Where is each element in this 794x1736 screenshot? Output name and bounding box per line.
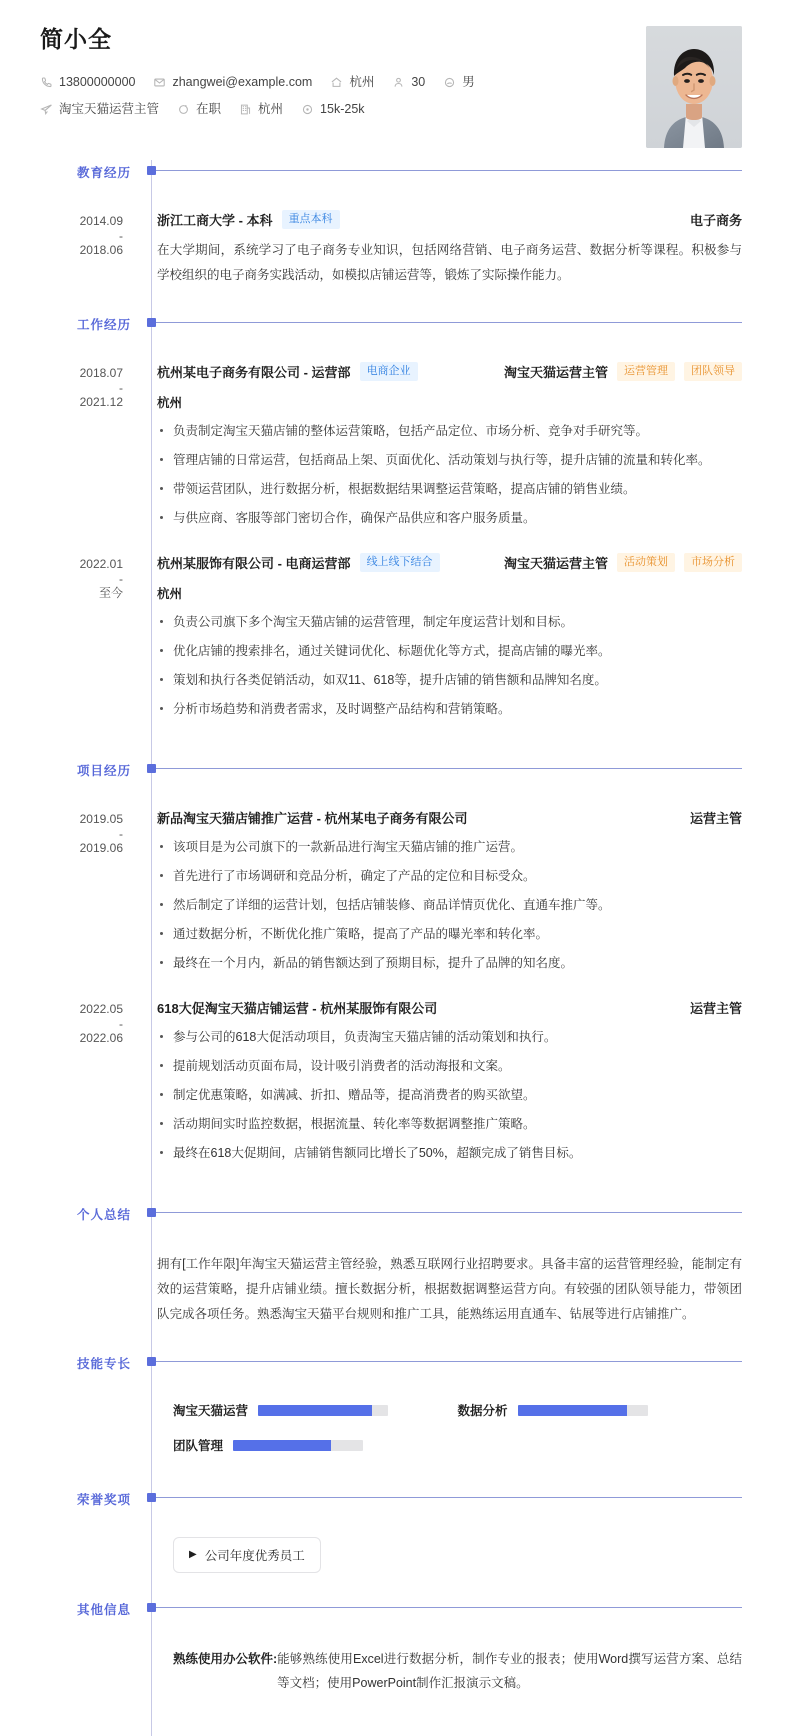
project-content: [141, 998, 742, 1172]
list-item: 参与公司的618大促活动项目，负责淘宝天猫店铺的活动策划和执行。: [157, 1027, 742, 1056]
timeline-dot-icon: [147, 764, 156, 773]
other-entry: [0, 1647, 794, 1696]
contact-age-value: 30: [411, 74, 426, 89]
summary-date-spacer: [0, 1252, 141, 1327]
project-date: [0, 998, 141, 1172]
section-divider: [156, 170, 742, 171]
work-company: 杭州某服饰有限公司 - 电商运营部: [157, 556, 351, 571]
salary-icon: [301, 103, 314, 116]
status-circle-icon: [177, 103, 190, 116]
resume-header: [0, 0, 794, 160]
job-target-value: 淘宝天猫运营主管: [59, 101, 160, 116]
education-date-start: 2014.09: [79, 214, 123, 228]
project-date-sep: -: [119, 826, 123, 841]
section-label-summary: 个人总结: [76, 1208, 131, 1222]
project-role: 运营主管: [689, 811, 742, 826]
contact-gender: [443, 76, 475, 89]
skill-label: 淘宝天猫运营: [173, 1404, 249, 1418]
work-content: [141, 553, 742, 728]
list-item: 负责制定淘宝天猫店铺的整体运营策略，包括产品定位、市场分析、竞争对手研究等。: [157, 421, 742, 450]
work-date-end: 至今: [98, 586, 123, 601]
skills-list: [157, 1401, 742, 1471]
contact-row-secondary: [40, 103, 742, 116]
skill-progress-fill: [233, 1440, 331, 1451]
project-date-end: 2019.06: [79, 841, 123, 856]
education-entry: [0, 210, 794, 288]
section-honors: [0, 1487, 794, 1597]
project-points: [157, 837, 742, 982]
list-item: 制定优惠策略，如满减、折扣、赠品等，提高消费者的购买欲望。: [157, 1085, 742, 1114]
education-content: [141, 210, 742, 288]
other-content: [141, 1647, 742, 1696]
section-summary: [0, 1202, 794, 1351]
gender-icon: [443, 76, 456, 89]
timeline-dot-icon: [147, 1603, 156, 1612]
work-date-sep: -: [119, 380, 123, 395]
list-item: 首先进行了市场调研和竞品分析，确定了产品的定位和目标受众。: [157, 866, 742, 895]
contact-gender-value: 男: [462, 74, 475, 89]
section-work: [0, 312, 794, 758]
person-icon: [392, 76, 405, 89]
section-label-honors: 荣誉奖项: [76, 1493, 131, 1507]
project-role: 运营主管: [689, 1001, 742, 1016]
resume-body: [0, 160, 794, 1736]
home-icon: [330, 76, 343, 89]
section-skills: [0, 1351, 794, 1487]
section-label-other: 其他信息: [76, 1603, 131, 1617]
mail-icon: [153, 76, 166, 89]
project-date-start: 2022.05: [79, 1002, 123, 1016]
list-item: 最终在一个月内，新品的销售额达到了预期目标，提升了品牌的知名度。: [157, 953, 742, 982]
section-divider: [156, 322, 742, 323]
other-date-spacer: [0, 1647, 141, 1696]
section-education: [0, 160, 794, 312]
skills-content: [141, 1401, 742, 1471]
work-role: 淘宝天猫运营主管: [503, 556, 608, 571]
list-item: 负责公司旗下多个淘宝天猫店铺的运营管理，制定年度运营计划和目标。: [157, 612, 742, 641]
skill-progress-bar: [518, 1405, 648, 1416]
work-entry: [0, 362, 794, 537]
timeline-dot-icon: [147, 318, 156, 327]
skill-label: 团队管理: [173, 1439, 224, 1453]
work-role-tag: 市场分析: [684, 553, 742, 572]
work-role-tag: 团队领导: [684, 362, 742, 381]
education-date: [0, 210, 141, 288]
work-company-tag: 电商企业: [360, 362, 418, 381]
project-entry: [0, 808, 794, 982]
skill-item: [173, 1436, 458, 1454]
section-divider: [156, 1212, 742, 1213]
section-divider: [156, 1361, 742, 1362]
summary-content: [141, 1252, 742, 1327]
honors-content: [141, 1537, 742, 1573]
contact-email-value: zhangwei@example.com: [172, 74, 313, 89]
summary-text: 拥有[工作年限]年淘宝天猫运营主管经验，熟悉互联网行业招聘要求。具备丰富的运营管理经验，能制定有效的运营策略，提升店铺业绩。擅长数据分析，根据数据调整运营方向。有较强的团队领导能力，带领团队完成各项任务。熟悉淘宝天猫平台规则和推广工具，能熟练运用直通车、钻展等进行店铺推广。: [157, 1257, 742, 1321]
section-project: [0, 758, 794, 1202]
phone-icon: [40, 76, 53, 89]
work-title-row: [157, 553, 742, 572]
paper-plane-icon: [40, 103, 53, 116]
work-points: [157, 421, 742, 537]
list-item: 分析市场趋势和消费者需求，及时调整产品结构和营销策略。: [157, 699, 742, 728]
project-points: [157, 1027, 742, 1172]
list-item: 该项目是为公司旗下的一款新品进行淘宝天猫店铺的推广运营。: [157, 837, 742, 866]
work-content: [141, 362, 742, 537]
education-major: 电子商务: [689, 213, 742, 228]
list-item: 提前规划活动页面布局，设计吸引消费者的活动海报和文案。: [157, 1056, 742, 1085]
project-date-sep: -: [119, 1016, 123, 1031]
list-item: 策划和执行各类促销活动，如双11、618等，提升店铺的销售额和品牌知名度。: [157, 670, 742, 699]
work-role-tag: 活动策划: [617, 553, 675, 572]
section-header-summary: [0, 1202, 794, 1228]
skills-entry: [0, 1401, 794, 1471]
list-item: 优化店铺的搜索排名，通过关键词优化、标题优化等方式，提高店铺的曝光率。: [157, 641, 742, 670]
job-city-value: 杭州: [258, 101, 284, 116]
work-city: 杭州: [157, 587, 183, 601]
skill-progress-fill: [518, 1405, 627, 1416]
contact-city-value: 杭州: [349, 74, 375, 89]
skill-progress-fill: [258, 1405, 372, 1416]
section-header-skills: [0, 1351, 794, 1377]
project-title-row: [157, 998, 742, 1017]
section-divider: [156, 1497, 742, 1498]
section-header-honors: [0, 1487, 794, 1513]
work-entry: [0, 553, 794, 728]
section-label-work: 工作经历: [76, 318, 131, 332]
work-date: [0, 362, 141, 537]
skill-label: 数据分析: [457, 1404, 508, 1418]
project-date-start: 2019.05: [79, 812, 123, 826]
timeline-dot-icon: [147, 166, 156, 175]
list-item: 通过数据分析，不断优化推广策略，提高了产品的曝光率和转化率。: [157, 924, 742, 953]
timeline-dot-icon: [147, 1208, 156, 1217]
work-title-row: [157, 362, 742, 381]
skill-item: [173, 1401, 458, 1419]
skills-date-spacer: [0, 1401, 141, 1471]
work-date-sep: -: [119, 571, 123, 586]
work-date: [0, 553, 141, 728]
education-date-end: 2018.06: [79, 243, 123, 258]
honor-chip[interactable]: [173, 1537, 321, 1573]
project-date-end: 2022.06: [79, 1031, 123, 1046]
education-date-sep: -: [119, 228, 123, 243]
section-header-work: [0, 312, 794, 338]
list-item: 管理店铺的日常运营，包括商品上架、页面优化、活动策划与执行等，提升店铺的流量和转化率。: [157, 450, 742, 479]
other-info-row: [157, 1647, 742, 1696]
list-item: 最终在618大促期间，店铺销售额同比增长了50%，超额完成了销售目标。: [157, 1143, 742, 1172]
section-other: [0, 1597, 794, 1696]
list-item: 带领运营团队，进行数据分析，根据数据结果调整运营策略，提高店铺的销售业绩。: [157, 479, 742, 508]
education-tag: 重点本科: [282, 210, 340, 229]
contact-row-primary: [40, 76, 742, 89]
project-content: [141, 808, 742, 982]
summary-entry: [0, 1252, 794, 1327]
job-target: [40, 103, 159, 116]
section-header-other: [0, 1597, 794, 1623]
job-status: [177, 103, 221, 116]
project-title: 新品淘宝天猫店铺推广运营 - 杭州某电子商务有限公司: [157, 811, 468, 826]
work-role: 淘宝天猫运营主管: [503, 365, 608, 380]
honors-entry: [0, 1537, 794, 1573]
other-info-value: 能够熟练使用Excel进行数据分析，制作专业的报表；使用Word撰写运营方案、总结等文档；使用PowerPoint制作汇报演示文稿。: [277, 1652, 742, 1691]
work-city: 杭州: [157, 396, 183, 410]
project-title: 618大促淘宝天猫店铺运营 - 杭州某服饰有限公司: [157, 1001, 438, 1016]
contact-city: [330, 76, 374, 89]
list-item: 活动期间实时监控数据，根据流量、转化率等数据调整推广策略。: [157, 1114, 742, 1143]
section-label-skills: 技能专长: [76, 1357, 131, 1371]
education-school: 浙江工商大学 - 本科: [157, 213, 273, 228]
list-item: 然后制定了详细的运营计划，包括店铺装修、商品详情页优化、直通车推广等。: [157, 895, 742, 924]
salary-value: 15k-25k: [320, 101, 365, 116]
contact-email: [153, 76, 312, 89]
section-divider: [156, 768, 742, 769]
section-divider: [156, 1607, 742, 1608]
timeline-dot-icon: [147, 1357, 156, 1366]
work-role-tag: 运营管理: [617, 362, 675, 381]
section-header-education: [0, 160, 794, 186]
avatar: [646, 26, 742, 148]
section-label-education: 教育经历: [76, 166, 131, 180]
building-icon: [239, 103, 252, 116]
section-label-project: 项目经历: [76, 764, 131, 778]
skill-progress-bar: [233, 1440, 363, 1451]
job-status-value: 在职: [196, 101, 222, 116]
skill-progress-bar: [258, 1405, 388, 1416]
skill-item: [458, 1401, 743, 1419]
other-info-key: 熟练使用办公软件:: [173, 1652, 278, 1666]
project-title-row: [157, 808, 742, 827]
contact-phone: [40, 76, 135, 89]
salary-expectation: [301, 103, 364, 116]
project-date: [0, 808, 141, 982]
timeline-dot-icon: [147, 1493, 156, 1502]
work-date-start: 2018.07: [79, 366, 123, 380]
work-company: 杭州某电子商务有限公司 - 运营部: [157, 365, 351, 380]
triangle-right-icon: ▶: [189, 1549, 197, 1560]
honor-label: 公司年度优秀员工: [204, 1549, 305, 1563]
page-title: 简小全: [40, 26, 112, 52]
contact-phone-value: 13800000000: [59, 74, 136, 89]
project-entry: [0, 998, 794, 1172]
work-points: [157, 612, 742, 728]
honors-list: [157, 1537, 742, 1573]
section-header-project: [0, 758, 794, 784]
education-description: 在大学期间，系统学习了电子商务专业知识，包括网络营销、电子商务运营、数据分析等课程。积极参与学校组织的电子商务实践活动，如模拟店铺运营等，锻炼了实际操作能力。: [157, 243, 742, 282]
work-company-tag: 线上线下结合: [360, 553, 440, 572]
job-city: [239, 103, 283, 116]
honors-date-spacer: [0, 1537, 141, 1573]
education-title-row: [157, 210, 742, 229]
work-date-end: 2021.12: [79, 395, 123, 410]
contact-age: [392, 76, 425, 89]
list-item: 与供应商、客服等部门密切合作，确保产品供应和客户服务质量。: [157, 508, 742, 537]
work-date-start: 2022.01: [79, 557, 123, 571]
